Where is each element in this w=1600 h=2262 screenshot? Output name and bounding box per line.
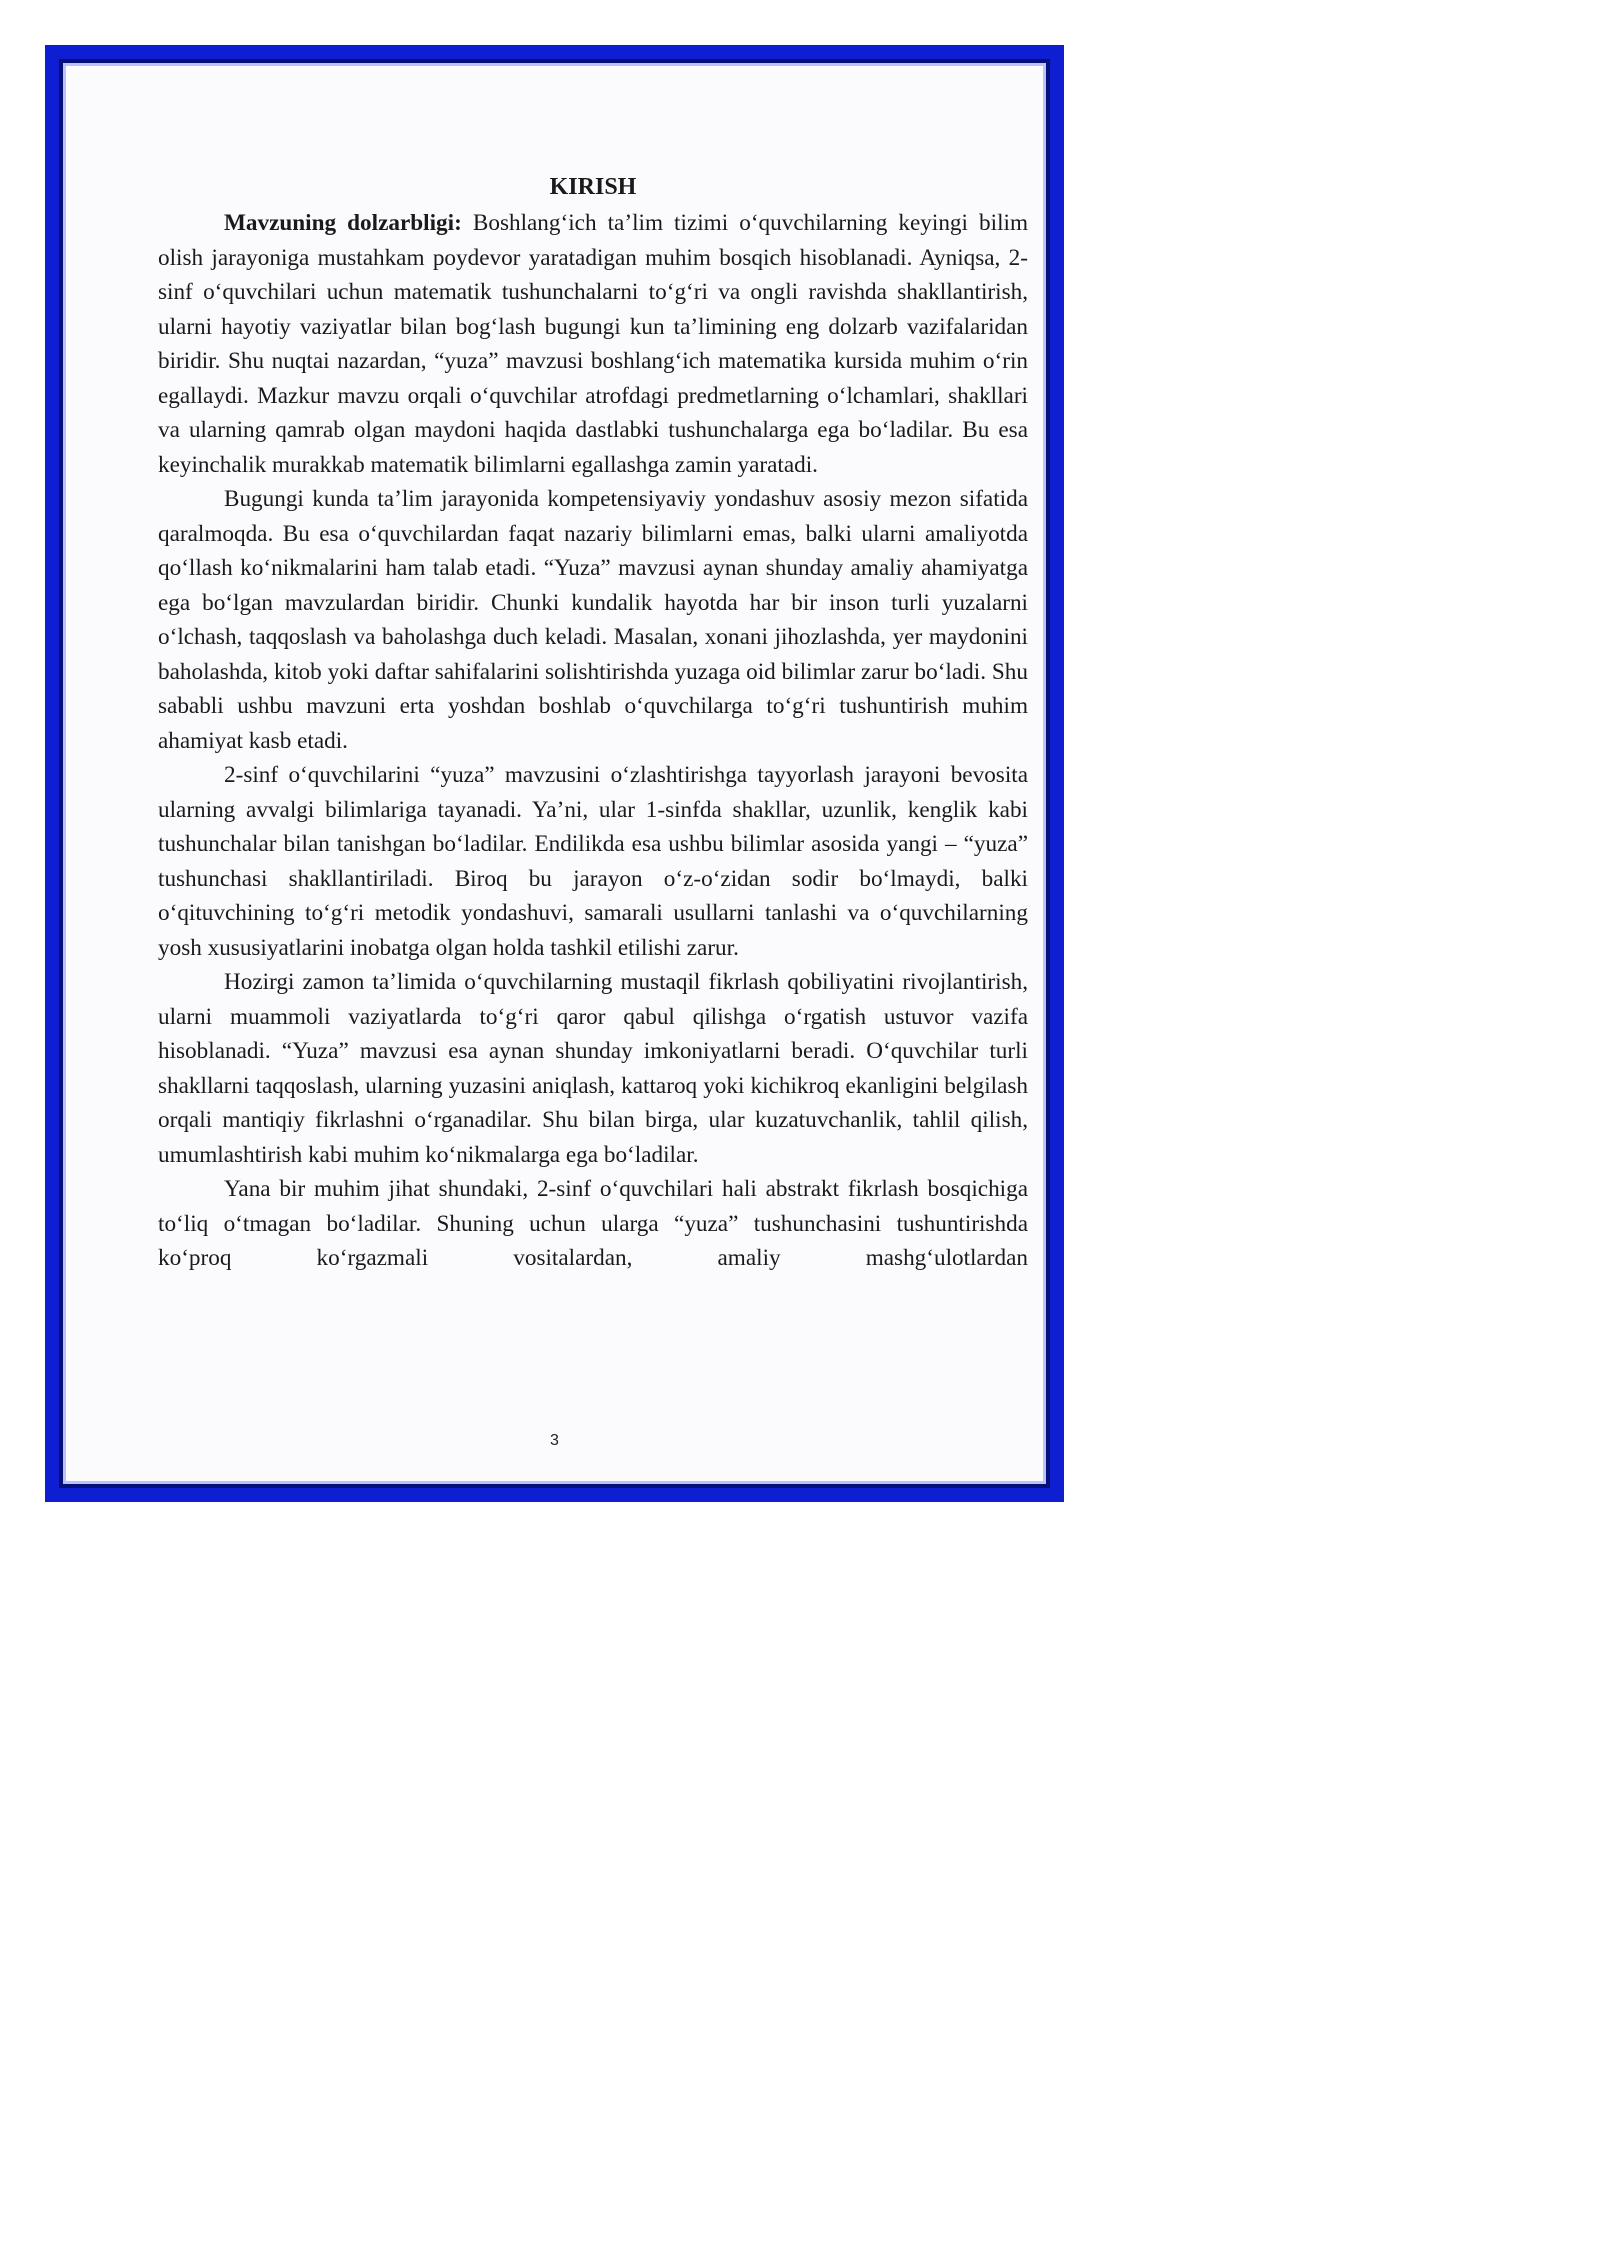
page-sheet (66, 66, 1043, 1481)
paragraph-competency-approach (158, 482, 1028, 758)
paragraph-relevance (158, 206, 1028, 482)
section-title: KIRISH (549, 174, 637, 200)
page-border (45, 45, 1064, 1502)
paragraph-text: Bugungi kunda ta’lim jarayonida kompetensiyaviy yondashuv asosiy mezon sifatida qaralmoqda. Bu esa o‘quvchilardan faqat nazariy bilimlarni emas, balki ularni amaliyotda qo‘llash ko‘nikmalarini ham talab etadi. “Yuza” mavzusi aynan shunday amaliy ahamiyatga ega bo‘lgan mavzulardan biridir. Chunki kundalik hayotda har bir inson turli yuzalarni o‘lchash, taqqoslash va baholashga duch keladi. Masalan, xonani jihozlashda, yer maydonini baholashda, kitob yoki daftar sahifalarini solishtirishda yuzaga oid bilimlar zarur bo‘ladi. Shu sababli ushbu mavzuni erta yoshdan boshlab o‘quvchilarga to‘g‘ri tushuntirish muhim ahamiyat kasb etadi. (158, 486, 1028, 754)
paragraph-text: Yana bir muhim jihat shundaki, 2-sinf o‘quvchilari hali abstrakt fikrlash bosqichiga to‘liq o‘tmagan bo‘ladilar. Shuning uchun ularga “yuza” tushunchasini tushuntirishda ko‘proq ko‘rgazmali vositalardan, amaliy mashg‘ulotlardan (158, 1176, 1028, 1271)
paragraph-abstract-thinking (158, 1172, 1028, 1276)
paragraph-prior-knowledge (158, 758, 1028, 965)
page-content (158, 172, 1028, 1276)
paragraph-independent-thinking (158, 965, 1028, 1172)
paragraph-lead-heading: Mavzuning dolzarbligi: (224, 210, 462, 236)
paragraph-text: Hozirgi zamon ta’limida o‘quvchilarning mustaqil fikrlash qobiliyatini rivojlantirish, ularni muammoli vaziyatlarda to‘g‘ri qaror qabul qilishga o‘rgatish ustuvor vazifa hisoblanadi. “Yuza” mavzusi esa aynan shunday imkoniyatlarni beradi. O‘quvchilar turli shakllarni taqqoslash, ularning yuzasini aniqlash, kattaroq yoki kichikroq ekanligini belgilash orqali mantiqiy fikrlashni o‘rganadilar. Shu bilan birga, ular kuzatuvchanlik, tahlil qilish, umumlashtirish kabi muhim ko‘nikmalarga ega bo‘ladilar. (158, 969, 1028, 1168)
page-number: 3 (550, 1432, 559, 1449)
paragraph-text: 2-sinf o‘quvchilarini “yuza” mavzusini o‘zlashtirishga tayyorlash jarayoni bevosita ularning avvalgi bilimlariga tayanadi. Ya’ni, ular 1-sinfda shakllar, uzunlik, kenglik kabi tushunchalar bilan tanishgan bo‘ladilar. Endilikda esa ushbu bilimlar asosida yangi – “yuza” tushunchasi shakllantiriladi. Biroq bu jarayon o‘z-o‘zidan sodir bo‘lmaydi, balki o‘qituvchining to‘g‘ri metodik yondashuvi, samarali usullarni tanlashi va o‘quvchilarning yosh xususiyatlarini inobatga olgan holda tashkil etilishi zarur. (158, 762, 1028, 961)
paragraph-text: Boshlang‘ich ta’lim tizimi o‘quvchilarning keyingi bilim olish jarayoniga mustahkam poydevor yaratadigan muhim bosqich hisoblanadi. Ayniqsa, 2-sinf o‘quvchilari uchun matematik tushunchalarni to‘g‘ri va ongli ravishda shakllantirish, ularni hayotiy vaziyatlar bilan bog‘lash bugungi kun ta’limining eng dolzarb vazifalaridan biridir. Shu nuqtai nazardan, “yuza” mavzusi boshlang‘ich matematika kursida muhim o‘rin egallaydi. Mazkur mavzu orqali o‘quvchilar atrofdagi predmetlarning o‘lchamlari, shakllari va ularning qamrab olgan maydoni haqida dastlabki tushunchalarga ega bo‘ladilar. Bu esa keyinchalik murakkab matematik bilimlarni egallashga zamin yaratadi. (158, 210, 1028, 478)
